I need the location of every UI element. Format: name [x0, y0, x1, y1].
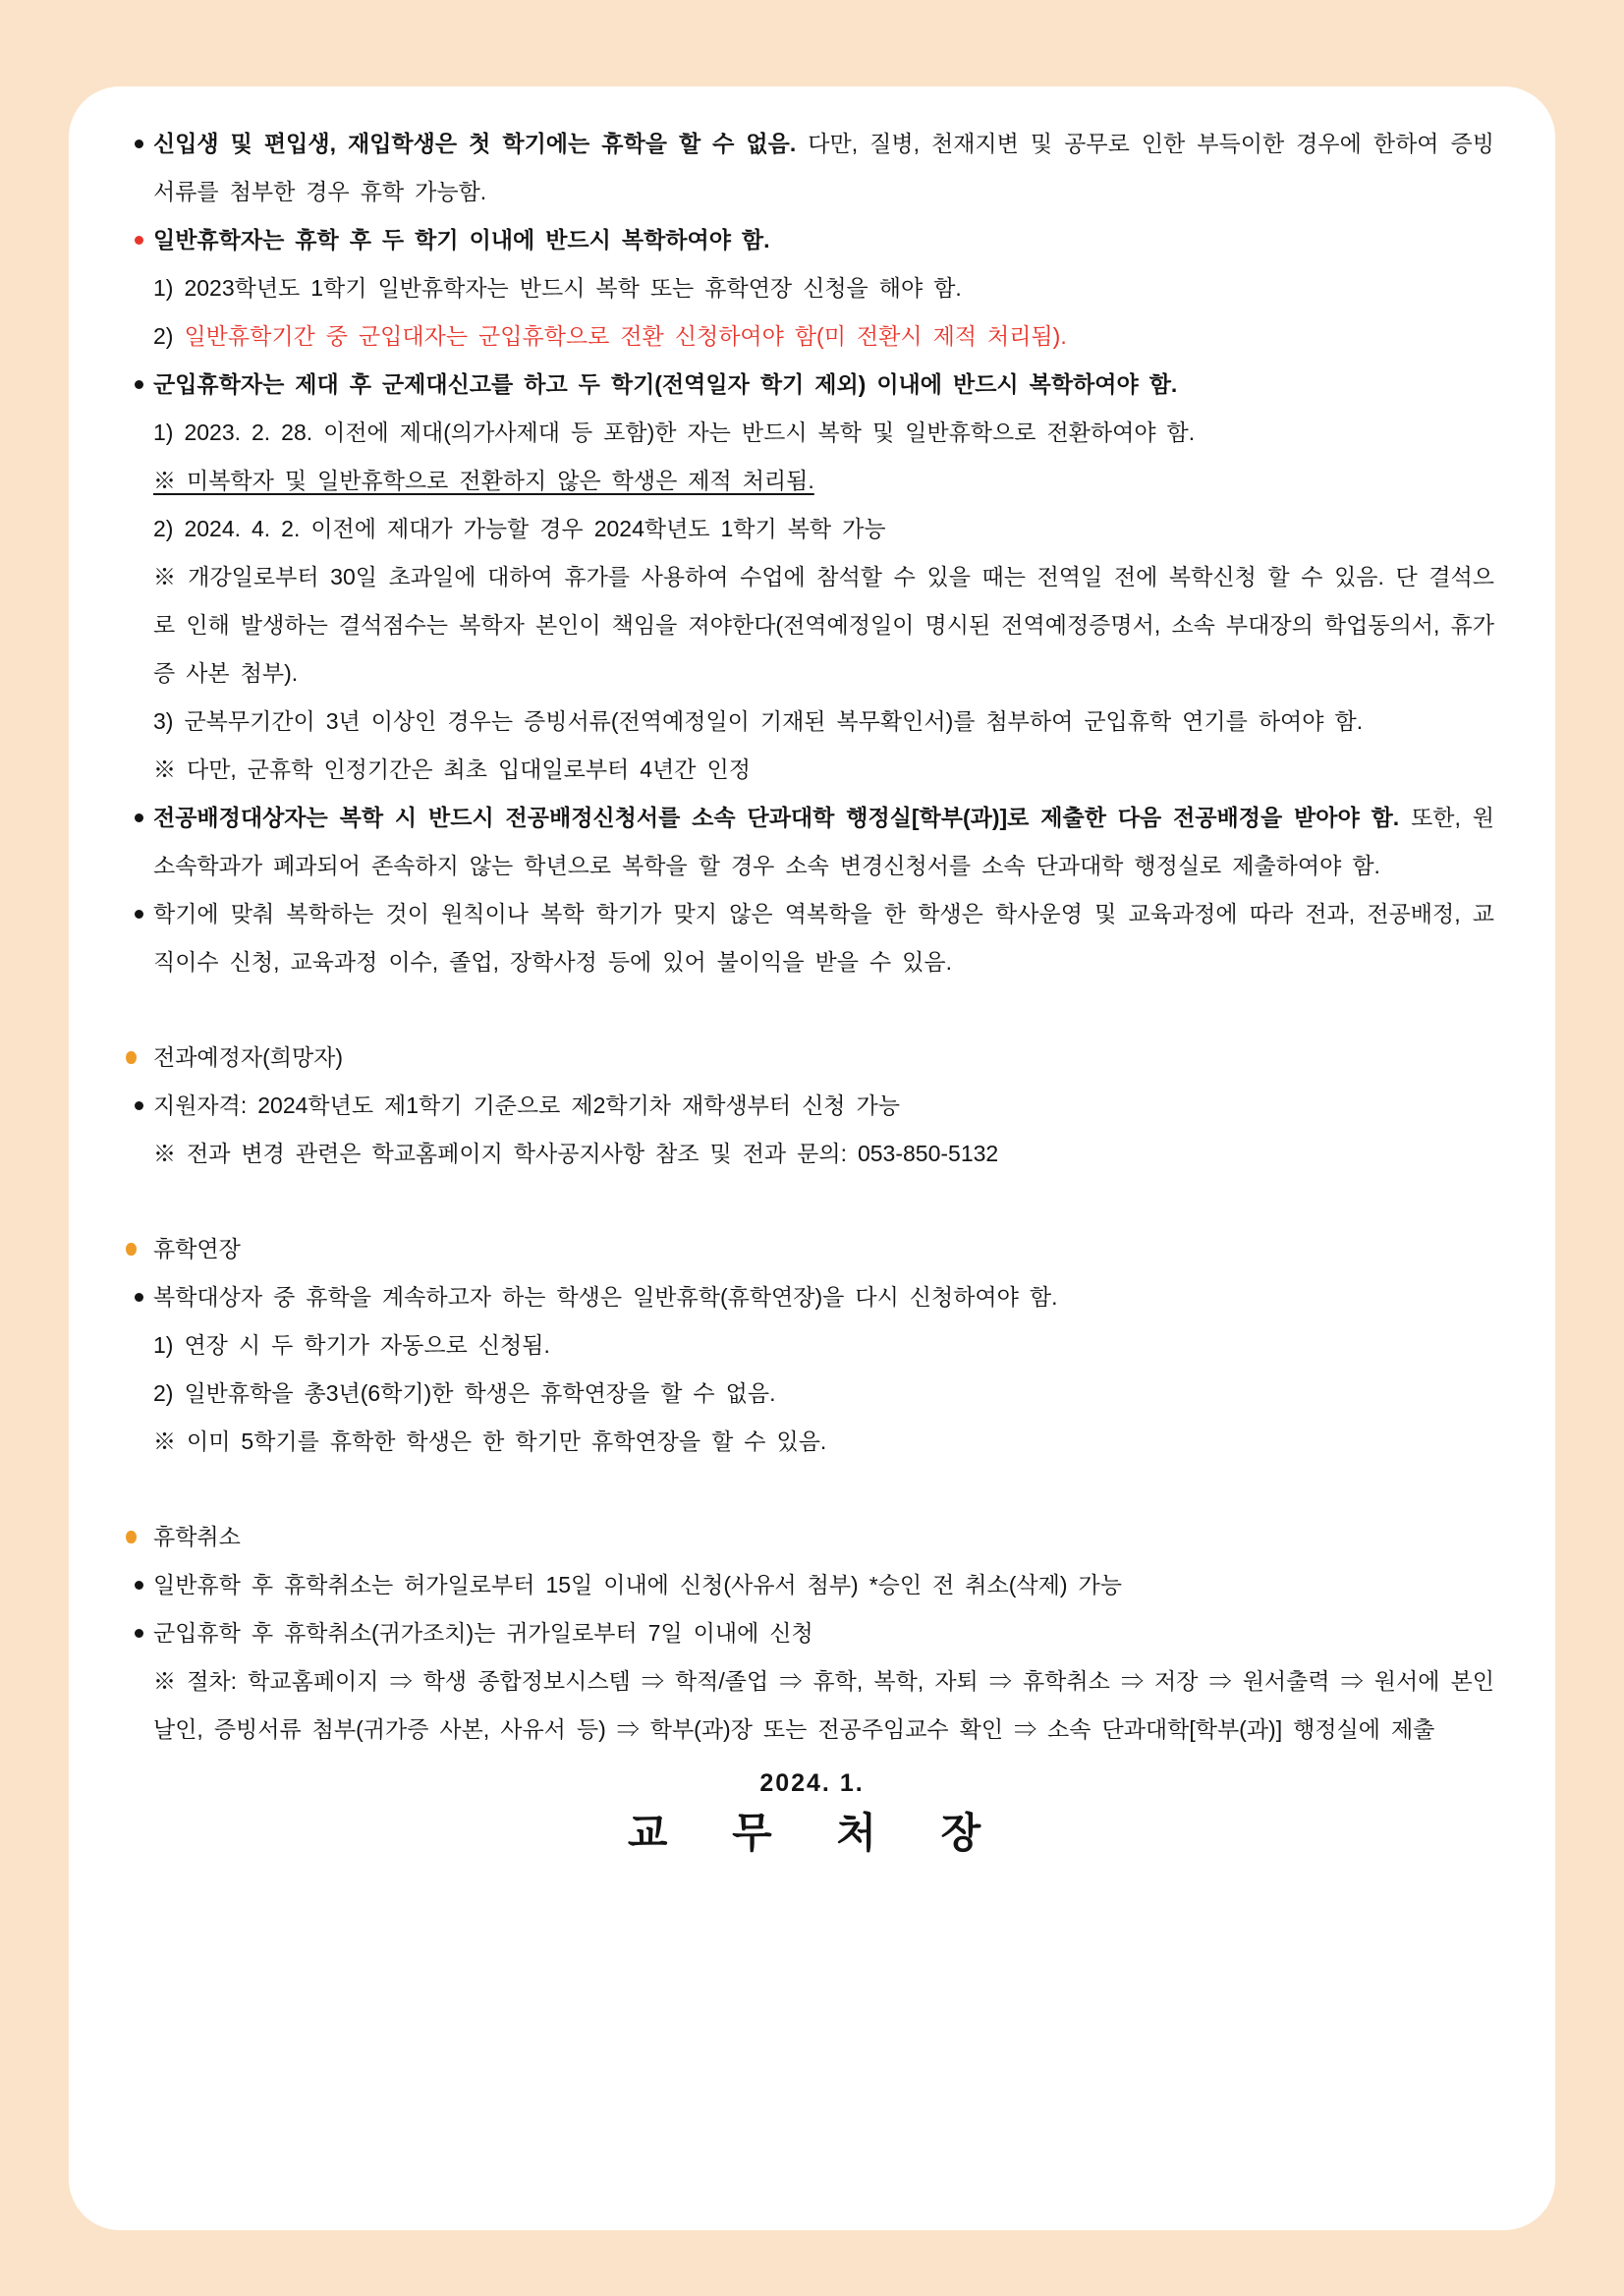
section-leave-cancel	[132, 1513, 1494, 1561]
rule-military-leave	[132, 361, 1494, 409]
cancel-military	[132, 1609, 1494, 1657]
footer-date: 2024. 1.	[759, 1769, 865, 1797]
orange-bullet-icon	[126, 1243, 137, 1256]
document-body	[69, 86, 1555, 1754]
text-segment: 학기에 맞춰 복학하는 것이 원칙이나 복학 학기가 맞지 않은 역복학을 한 학생은 학사운영 및 교육과정에 따라 전과, 전공배정, 교직이수 신청, 교육과정 이수, 졸업, 장학사정 등에 있어 불이익을 받을 수 있음.	[153, 901, 1494, 975]
text-segment: 복학대상자 중 휴학을 계속하고자 하는 학생은 일반휴학(휴학연장)을 다시 신청하여야 함.	[153, 1284, 1058, 1310]
military-leave-item-3	[132, 698, 1494, 746]
text-segment: 2) 2024. 4. 2. 이전에 제대가 가능할 경우 2024학년도 1학기 복학 가능	[153, 516, 886, 541]
military-leave-note-2	[132, 553, 1494, 698]
black-bullet-icon	[135, 380, 143, 389]
general-leave-item-2	[132, 312, 1494, 361]
text-segment: ※ 이미 5학기를 휴학한 학생은 한 학기만 휴학연장을 할 수 있음.	[153, 1428, 827, 1454]
black-bullet-icon	[135, 1101, 143, 1110]
text-segment: 군입휴학자는 제대 후 군제대신고를 하고 두 학기(전역일자 학기 제외) 이내에 반드시 복학하여야 함.	[153, 371, 1178, 397]
rule-irregular-return	[132, 890, 1494, 986]
general-leave-item-1	[132, 264, 1494, 312]
extension-rule	[132, 1273, 1494, 1321]
section-leave-extension	[132, 1225, 1494, 1273]
text-segment: 휴학취소	[153, 1524, 241, 1549]
text-segment: ※ 개강일로부터 30일 초과일에 대하여 휴가를 사용하여 수업에 참석할 수 있을 때는 전역일 전에 복학신청 할 수 있음. 단 결석으로 인해 발생하는 결석점수는 복학자 본인이 책임을 져야한다(전역예정일이 명시된 전역예정증명서, 소속 부대장의 학업동의서, 휴가증 사본 첨부).	[153, 564, 1494, 686]
text-segment: 휴학연장	[153, 1236, 241, 1261]
orange-bullet-icon	[126, 1531, 137, 1543]
extension-item-1	[132, 1321, 1494, 1370]
text-segment: ※ 전과 변경 관련은 학교홈페이지 학사공지사항 참조 및 전과 문의: 053-850-5132	[153, 1141, 999, 1166]
text-segment: 일반휴학기간 중 군입대자는 군입휴학으로 전환 신청하여야 함(미 전환시 제적 처리됨).	[184, 323, 1067, 349]
text-segment: 1) 2023학년도 1학기 일반휴학자는 반드시 복학 또는 휴학연장 신청을 해야 함.	[153, 275, 962, 301]
black-bullet-icon	[135, 910, 143, 919]
text-segment: 전과예정자(희망자)	[153, 1044, 344, 1070]
military-leave-note-1	[132, 457, 1494, 505]
notice-card	[69, 86, 1555, 2230]
black-bullet-icon	[135, 140, 143, 148]
military-leave-item-1	[132, 409, 1494, 457]
orange-bullet-icon	[126, 1051, 137, 1064]
text-segment: 1) 연장 시 두 학기가 자동으로 신청됨.	[153, 1332, 550, 1358]
rule-general-leave	[132, 216, 1494, 264]
text-segment: 신입생 및 편입생, 재입학생은 첫 학기에는 휴학을 할 수 없음.	[153, 131, 797, 156]
text-segment: 일반휴학 후 휴학취소는 허가일로부터 15일 이내에 신청(사유서 첨부) *승인 전 취소(삭제) 가능	[153, 1572, 1122, 1597]
black-bullet-icon	[135, 1581, 143, 1590]
text-segment: ※ 다만, 군휴학 인정기간은 최초 입대일로부터 4년간 인정	[153, 756, 751, 782]
text-segment: 또한, 원 소속학과가 폐과되어 존속하지 않는 학년으로 복학을 할 경우 소속 변경신청서를 소속 단과대학 행정실로 제출하여야 함.	[153, 805, 1494, 878]
section-transfer	[132, 1034, 1494, 1082]
footer-signature: 교 무 처 장	[627, 1810, 997, 1856]
cancel-general	[132, 1561, 1494, 1609]
text-segment: 2)	[153, 323, 185, 349]
text-segment: ※ 미복학자 및 일반휴학으로 전환하지 않은 학생은 제적 처리됨.	[153, 468, 814, 493]
text-segment: 2) 일반휴학을 총3년(6학기)한 학생은 휴학연장을 할 수 없음.	[153, 1380, 776, 1406]
rule-freshman-leave	[132, 120, 1494, 216]
text-segment: 일반휴학자는 휴학 후 두 학기 이내에 반드시 복학하여야 함.	[153, 227, 770, 252]
red-bullet-icon	[135, 236, 143, 245]
transfer-eligibility	[132, 1082, 1494, 1130]
text-segment: 1) 2023. 2. 28. 이전에 제대(의가사제대 등 포함)한 자는 반드시 복학 및 일반휴학으로 전환하여야 함.	[153, 420, 1196, 445]
black-bullet-icon	[135, 813, 143, 822]
text-segment: 전공배정대상자는 복학 시 반드시 전공배정신청서를 소속 단과대학 행정실[학부(과)]로 제출한 다음 전공배정을 받아야 함.	[153, 805, 1400, 830]
rule-major-assignment	[132, 794, 1494, 890]
military-leave-note-3	[132, 746, 1494, 794]
transfer-note	[132, 1130, 1494, 1178]
military-leave-item-2	[132, 505, 1494, 553]
text-segment: 지원자격: 2024학년도 제1학기 기준으로 제2학기차 재학생부터 신청 가능	[153, 1092, 900, 1118]
text-segment: 군입휴학 후 휴학취소(귀가조치)는 귀가일로부터 7일 이내에 신청	[153, 1620, 813, 1646]
black-bullet-icon	[135, 1629, 143, 1638]
extension-note	[132, 1418, 1494, 1466]
text-segment: 다만, 질병, 천재지변 및 공무로 인한 부득이한 경우에 한하여 증빙서류를 첨부한 경우 휴학 가능함.	[153, 131, 1494, 204]
text-segment: 3) 군복무기간이 3년 이상인 경우는 증빙서류(전역예정일이 기재된 복무확인서)를 첨부하여 군입휴학 연기를 하여야 함.	[153, 708, 1364, 734]
document-footer	[69, 1762, 1555, 1862]
extension-item-2	[132, 1370, 1494, 1418]
black-bullet-icon	[135, 1293, 143, 1302]
text-segment: ※ 절차: 학교홈페이지 ⇒ 학생 종합정보시스템 ⇒ 학적/졸업 ⇒ 휴학, 복학, 자퇴 ⇒ 휴학취소 ⇒ 저장 ⇒ 원서출력 ⇒ 원서에 본인 날인, 증빙서류 첨부(귀가증 사본, 사유서 등) ⇒ 학부(과)장 또는 전공주임교수 확인 ⇒ 소속 단과대학[학부(과)] 행정실에 제출	[153, 1668, 1494, 1742]
cancel-procedure	[132, 1657, 1494, 1754]
